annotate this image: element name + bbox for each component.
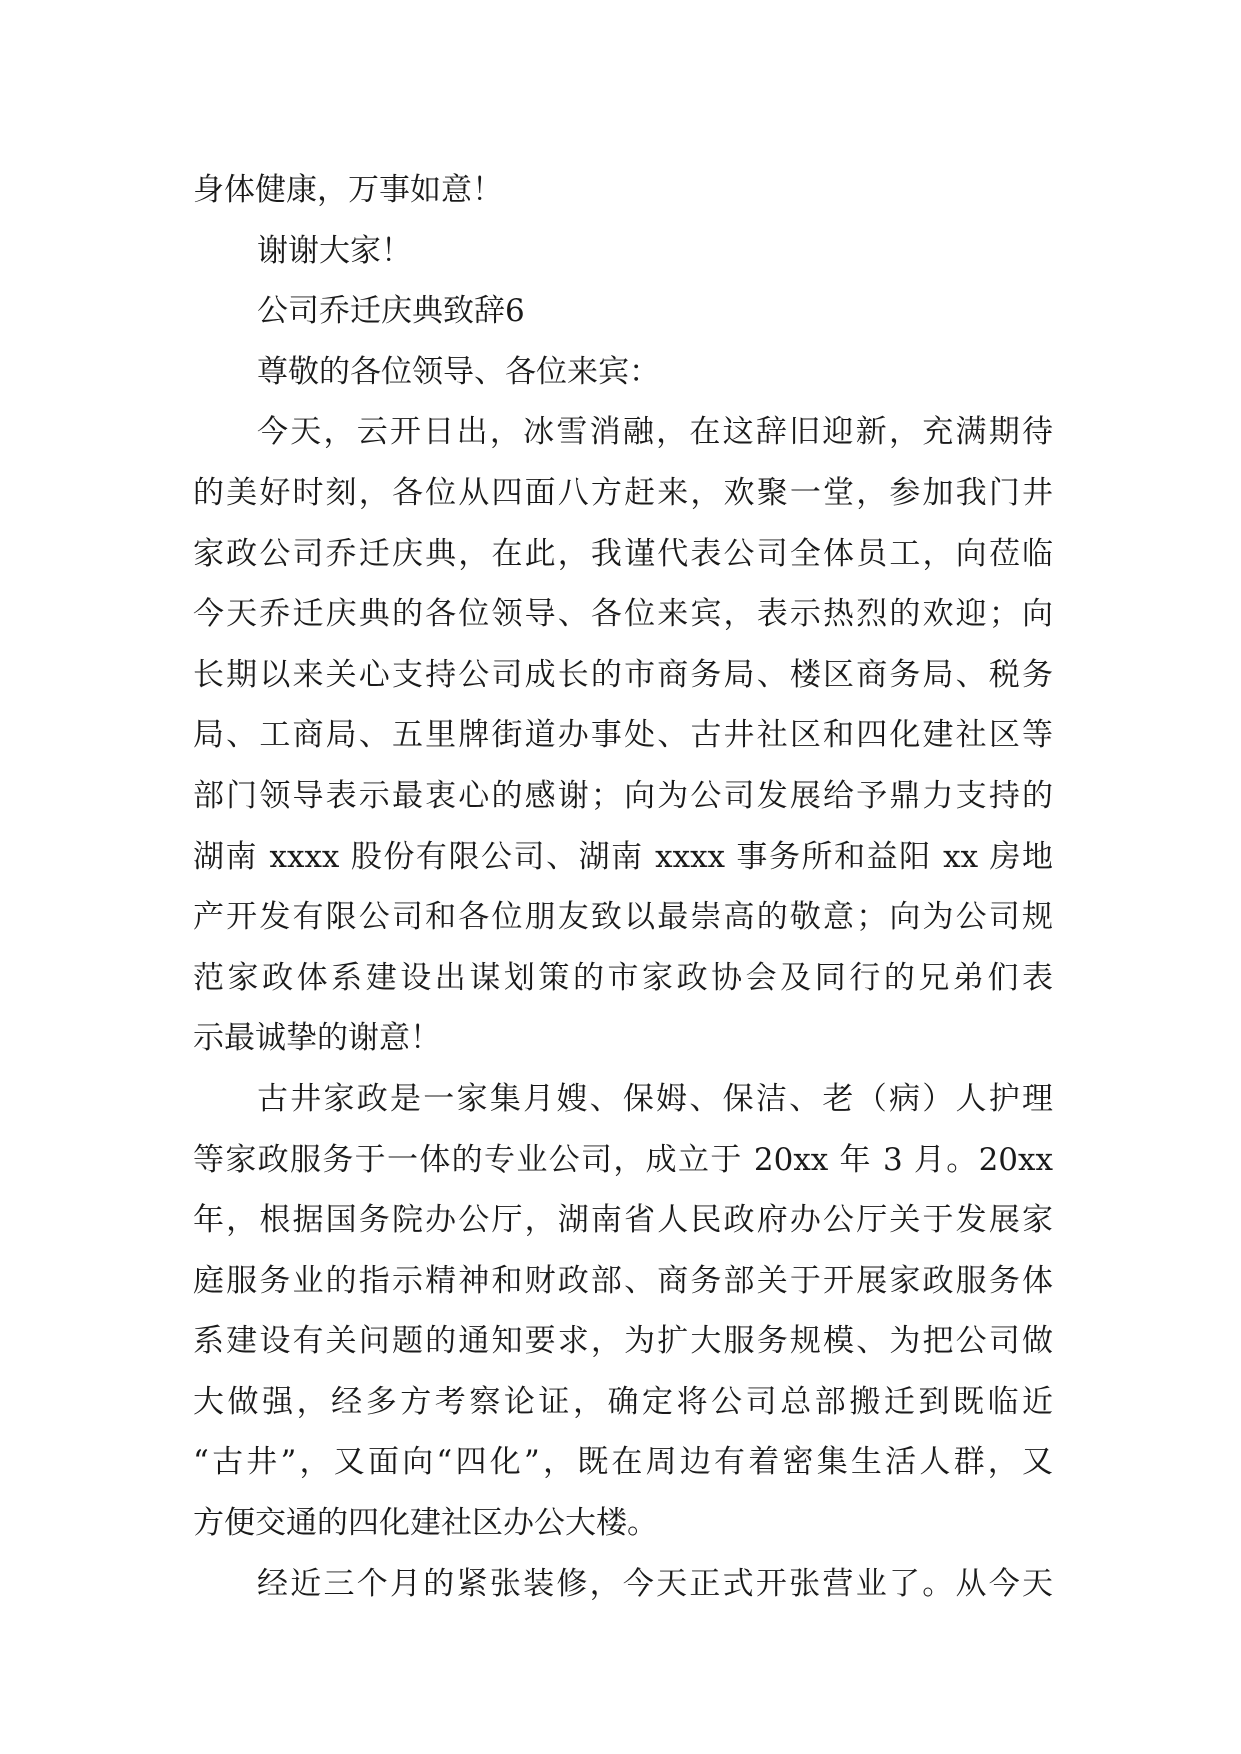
text-line: 局、工商局、五里牌街道办事处、古井社区和四化建社区等 — [193, 717, 1053, 754]
text-line: 古井家政是一家集月嫂、保姆、保洁、老（病）人护理 — [257, 1080, 1053, 1117]
text-line: 湖南 xxxx 股份有限公司、湖南 xxxx 事务所和益阳 xx 房地 — [193, 838, 1053, 875]
text-line: 方便交通的四化建社区办公大楼。 — [193, 1505, 658, 1542]
closing-thanks-line: 谢谢大家！ — [257, 232, 412, 269]
text-line: 部门领导表示最衷心的感谢；向为公司发展给予鼎力支持的 — [193, 777, 1053, 814]
text-line: 系建设有关问题的通知要求，为扩大服务规模、为把公司做 — [193, 1323, 1053, 1360]
text-line: 等家政服务于一体的专业公司，成立于 20xx 年 3 月。20xx — [193, 1141, 1053, 1178]
text-line: 经近三个月的紧张装修，今天正式开张营业了。从今天 — [257, 1565, 1053, 1602]
text-line: 大做强，经多方考察论证，确定将公司总部搬迁到既临近 — [193, 1383, 1053, 1420]
salutation-line: 尊敬的各位领导、各位来宾： — [257, 353, 660, 390]
section-heading: 公司乔迁庆典致辞6 — [257, 293, 525, 330]
text-line: 范家政体系建设出谋划策的市家政协会及同行的兄弟们表 — [193, 959, 1053, 996]
text-line: 今天，云开日出，冰雪消融，在这辞旧迎新，充满期待 — [257, 414, 1053, 451]
text-line: 今天乔迁庆典的各位领导、各位来宾，表示热烈的欢迎；向 — [193, 596, 1053, 633]
text-line: 庭服务业的指示精神和财政部、商务部关于开展家政服务体 — [193, 1262, 1053, 1299]
text-line: “古井”，又面向“四化”，既在周边有着密集生活人群，又 — [193, 1444, 1053, 1481]
text-line: 示最诚挚的谢意！ — [193, 1020, 441, 1057]
text-line: 长期以来关心支持公司成长的市商务局、楼区商务局、税务 — [193, 656, 1053, 693]
document-body — [193, 160, 1053, 1614]
text-line: 家政公司乔迁庆典，在此，我谨代表公司全体员工，向莅临 — [193, 535, 1053, 572]
text-line: 产开发有限公司和各位朋友致以最崇高的敬意；向为公司规 — [193, 899, 1053, 936]
text-line: 的美好时刻，各位从四面八方赶来，欢聚一堂，参加我门井 — [193, 474, 1053, 511]
text-line: 身体健康，万事如意！ — [193, 172, 503, 208]
text-line: 年，根据国务院办公厅，湖南省人民政府办公厅关于发展家 — [193, 1202, 1053, 1239]
